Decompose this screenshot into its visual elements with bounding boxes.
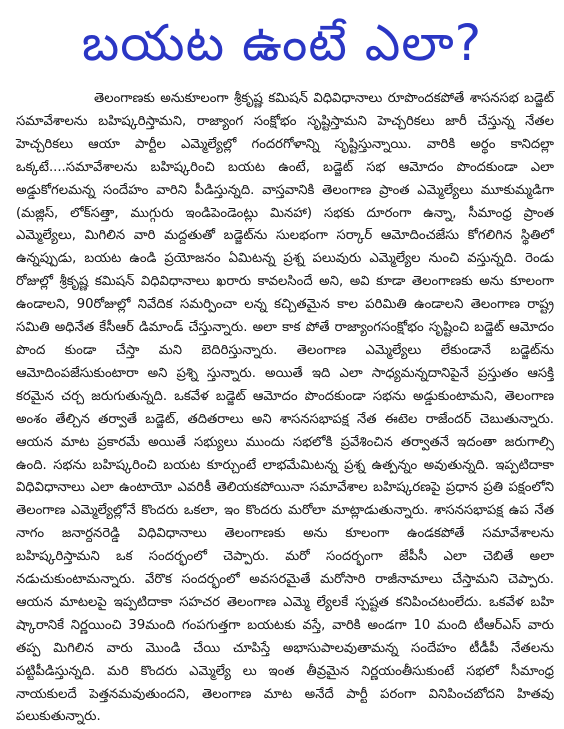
headline: బయట ఉంటే ఎలా? bbox=[81, 14, 483, 72]
article-body bbox=[16, 88, 554, 725]
article-paragraph: తెలంగాణకు అనుకూలంగా శ్రీకృష్ణ కమిషన్ విధివిధానాలు రూపొందకపోతే శాసనసభ బడ్జెట్ సమావేశాలను బహిష్కరిస్తామని, రాజ్యాంగ సంక్షోభం సృష్టిస్తామని హెచ్చరికలు జారీ చేస్తున్న నేతల హెచ్చరికలు ఆయా పార్టీల ఎమ్మెల్యేల్లో గందరగోళాన్ని సృష్టిస్తున్నాయి. వారికి అర్థం కానిదల్లా ఒక్కటే....సమావేశాలను బహిష్కరించి బయట ఉంటే, బడ్జెట్ సభ ఆమోదం పొందకుండా ఎలా అడ్డుకోగలమన్న సందేహం వారిని పీడిస్తున్నది. వాస్తవానికి తెలంగాణ ప్రాంత ఎమ్మెల్యేలు మూకుమ్మడిగా (మజ్లిస్, లోక్‌సత్తా, ముగ్గురు ఇండిపెండెంట్లు మినహా) సభకు దూరంగా ఉన్నా, సీమాంధ్ర ప్రాంత ఎమ్మెల్యేలు, మిగిలిన వారి మద్దతుతో బడ్జెట్‌ను సులభంగా సర్కార్ ఆమోదించజేసు కోగలిగిన స్థితిలో ఉన్నప్పుడు, బయట ఉండి ప్రయోజనం ఏమిటన్న ప్రశ్న పలువురు ఎమ్మెల్యేల నుంచి వస్తున్నది. రెండు రోజుల్లో శ్రీకృష్ణ కమిషన్ విధివిధానాలు ఖరారు కావలసిందే అని, అవి కూడా తెలంగాణకు అను కూలంగా ఉండాలని, 90రోజుల్లో నివేదిక సమర్పించా లన్న కచ్చితమైన కాల పరిమితి ఉండాలని తెలంగాణ రాష్ట్ర సమితి అధినేత కేసీఆర్ డిమాండ్ చేస్తున్నారు. అలా కాక పోతే రాజ్యాంగసంక్షోభం సృష్టించి బడ్జెట్ ఆమోదం పొంద కుండా చేస్తా మని బెదిరిస్తున్నారు. తెలంగాణ ఎమ్మెల్యేలు లేకుండానే బడ్జెట్‌ను ఆమోదింపజేసుకుంటారా అని ప్రశ్ని స్తున్నారు. అయితే ఇది ఎలా సాధ్యమన్నదానిపైనే ప్రస్తుతం ఆసక్తి కరమైన చర్చ జరుగుతున్నది. ఒకవేళ బడ్జెట్ ఆమోదం పొందకుండా సభను అడ్డుకుంటామని, తెలంగాణ అంశం తేల్చిన తర్వాతే బడ్జెట్, తదితరాలు అని శాసనసభాపక్ష నేత ఈటెల రాజేందర్ చెబుతున్నారు. ఆయన మాట ప్రకారమే అయితే సభ్యులు ముందు సభలోకి ప్రవేశించిన తర్వాతనే ఇదంతా జరుగాల్సి ఉంది. సభను బహిష్కరించి బయట కూర్చుంటే లాభమేమిటన్న ప్రశ్న ఉత్పన్నం అవుతున్నది. ఇప్పటిదాకా విధివిధానాలు ఎలా ఉంటాయో ఎవరికీ తెలియకపోయినా సమావేశాల బహిష్కరణపై ప్రధాన ప్రతి పక్షంలోని తెలంగాణ ఎమ్మెల్యేల్లోనే కొందరు ఒకలా, ఇం కొందరు మరోలా మాట్లాడుతున్నారు. శాసనసభాపక్ష ఉప నేత నాగం జనార్దనరెడ్డి విధివిధానాలు తెలంగాణకు అను కూలంగా ఉండకపోతే సమావేశాలను బహిష్కరిస్తామని ఒక సందర్భంలో చెప్పారు. మరో సందర్భంగా జేపీసీ ఎలా చెబితే అలా నడుచుకుంటామన్నారు. వేరొక సందర్భంలో అవసరమైతే మరోసారి రాజీనామాలు చేస్తామని చెప్పారు. ఆయన మాటలపై ఇప్పటిదాకా సహచర తెలంగాణ ఎమ్మె ల్యేలకే స్పష్టత కనిపించటంలేదు. ఒకవేళ బహి ష్కారానికే నిర్ణయించి 39మంది గంపగుత్తగా బయటకు వస్తే, వారికి అండగా 10 మంది టీఆర్‌ఎస్ వారు తప్ప మిగిలిన వారు మొండి చేయి చూపిస్తే అభాసుపాలవుతామన్న సందేహం టీడీపీ నేతలను పట్టిపీడిస్తున్నది. మరి కొందరు ఎమ్మెల్యే లు ఇంత తీవ్రమైన నిర్ణయంతీసుకుంటే సభలో సీమాంధ్ర నాయకులదే పెత్తనమవుతుందని, తెలంగాణ మాట అనేదే పార్టీ పరంగా వినిపించబోదని హితవు పలుకుతున్నారు. bbox=[16, 91, 554, 725]
